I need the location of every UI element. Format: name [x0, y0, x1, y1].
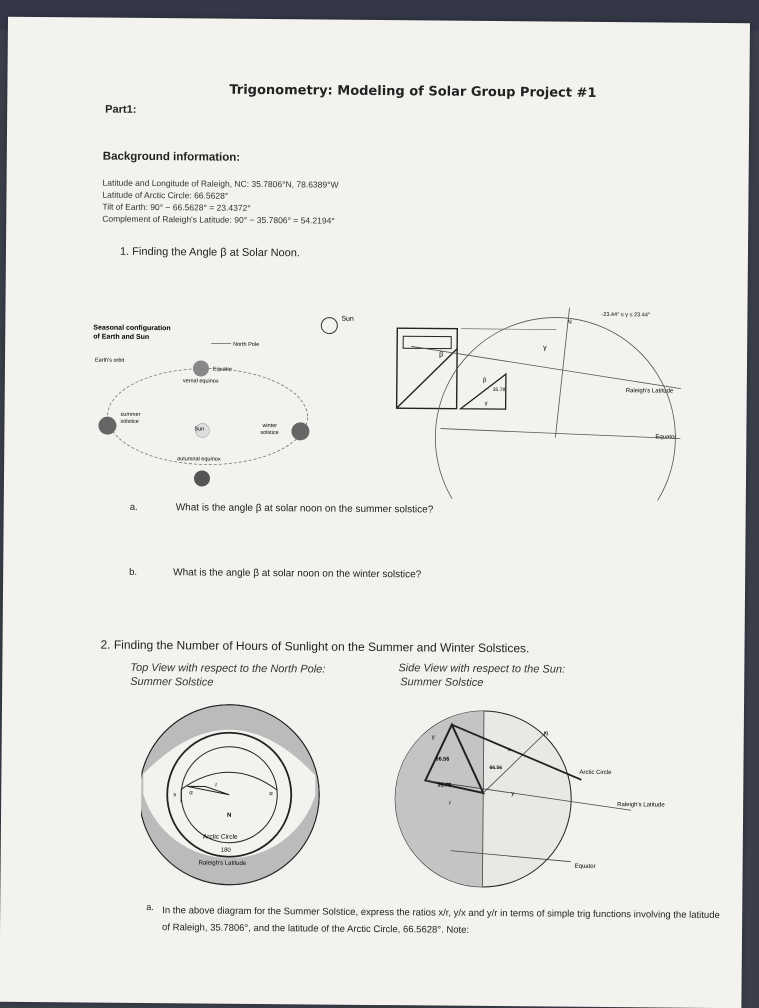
autumnal-equinox-label: autumnal equinox: [177, 456, 221, 462]
gamma-range-label: -23.44° ≤ γ ≤ 23.44°: [601, 312, 650, 318]
value-3578-side: 35.78: [437, 783, 451, 789]
raleigh-latitude-label-top: Raleigh's Latitude: [199, 860, 247, 866]
value-180: 180: [221, 848, 232, 854]
gnomon-inner: [403, 336, 451, 348]
earth-vernal-icon: [193, 360, 209, 376]
arctic-circle-label: Arctic Circle: [203, 833, 238, 840]
x-label: x: [173, 792, 176, 798]
earth-winter-icon: [291, 422, 309, 440]
question-1b-label: b.: [129, 567, 137, 578]
y-label-right: y: [511, 791, 514, 797]
value-6656-b: 66.56: [489, 765, 502, 771]
polar-axis: [555, 308, 569, 438]
top-view-caption-2: Summer Solstice: [130, 676, 213, 689]
question-2-heading: 2. Finding the Number of Hours of Sunlight on the Summer and Winter Solstices.: [100, 638, 529, 656]
value-6656-a: 66.56: [436, 757, 450, 763]
winter-solstice-label: solstice: [260, 430, 278, 436]
n-label-side: N: [544, 731, 548, 737]
raleigh-latitude-label-side: Raleigh's Latitude: [617, 802, 665, 808]
info-line-complement: Complement of Raleigh's Latitude: 90° − 35.7806° = 54.2194°: [102, 214, 335, 226]
n-label: N: [567, 320, 571, 326]
summer-label: summer: [121, 412, 141, 418]
sun-center-label: Sun: [194, 426, 204, 432]
winter-label: winter: [261, 423, 277, 429]
info-line-earth-tilt: Tilt of Earth: 90° − 66.5628° = 23.4372°: [102, 202, 250, 213]
summer-solstice-label: solstice: [120, 419, 138, 425]
sun-circle: [321, 318, 337, 334]
gamma-label: γ: [543, 344, 547, 351]
question-2a-label: a.: [146, 902, 154, 912]
background-heading: Background information:: [103, 151, 240, 164]
arctic-circle-label-side: Arctic Circle: [579, 770, 612, 776]
equator-label: Equator: [213, 367, 232, 373]
top-view-caption-1: Top View with respect to the North Pole:: [130, 662, 325, 676]
question-1-heading: 1. Finding the Angle β at Solar Noon.: [120, 246, 300, 260]
alpha-label-right: α: [269, 791, 273, 797]
info-line-arctic-circle: Latitude of Arctic Circle: 66.5628°: [102, 190, 228, 201]
question-1b-text: What is the angle β at solar noon on the winter solstice?: [173, 567, 421, 580]
seasonal-title-line1: Seasonal configuration: [93, 325, 170, 333]
question-1a-text: What is the angle β at solar noon on the summer solstice?: [176, 502, 434, 515]
side-view-diagram: [390, 700, 692, 898]
alpha-label-left: α: [189, 790, 193, 796]
value-3578: 35.78: [493, 387, 506, 393]
sun-ray: [461, 329, 556, 330]
worksheet-page: [0, 17, 750, 1008]
equator-line: [440, 429, 680, 439]
side-view-caption-2: Summer Solstice: [400, 676, 483, 689]
r-label-side: r: [449, 801, 451, 807]
question-2a-text: In the above diagram for the Summer Solstice, express the ratios x/r, y/x and y/r in terms of simple trig functions involving the latitude of Raleigh, 35.7806°, and the latitude of the Arctic Circle, 66.5628°. Note:: [162, 902, 722, 941]
seasonal-configuration-diagram: [82, 317, 344, 499]
equator-right-label: Equator: [655, 434, 676, 440]
north-pole-label: North Pole: [233, 342, 259, 348]
sun-label: Sun: [341, 316, 354, 323]
seasonal-title-line2: of Earth and Sun: [93, 334, 149, 341]
question-1a-label: a.: [130, 502, 138, 513]
night-half: [394, 710, 484, 887]
side-view-caption-1: Side View with respect to the Sun:: [398, 662, 565, 675]
earths-orbit-label: Earth's orbit: [95, 358, 125, 364]
equator-label-side: Equator: [575, 864, 596, 870]
beta-label-top: β: [439, 352, 443, 359]
gamma-label-inner: γ: [485, 401, 488, 407]
x-label-side: x: [508, 747, 511, 753]
gnomon-diagonal: [397, 348, 458, 409]
part-label: Part1:: [105, 104, 136, 116]
angle-beta-diagram: [310, 277, 712, 500]
r-label: r: [215, 783, 217, 789]
beta-label-inner: β: [483, 378, 487, 384]
raleigh-latitude-label: Raleigh's Latitude: [626, 388, 674, 394]
earth-autumn-icon: [194, 470, 210, 486]
gnomon-frame: [397, 328, 458, 409]
n-label-top-view: N: [227, 813, 231, 819]
earth-summer-icon: [98, 417, 116, 435]
top-view-diagram: [140, 694, 342, 891]
vernal-equinox-label: vernal equinox: [183, 378, 219, 384]
info-line-raleigh-coords: Latitude and Longitude of Raleigh, NC: 35.7806°N, 78.6389°W: [103, 178, 339, 190]
page-title: Trigonometry: Modeling of Solar Group Project #1: [229, 83, 596, 101]
y-label-top: y: [432, 734, 435, 740]
